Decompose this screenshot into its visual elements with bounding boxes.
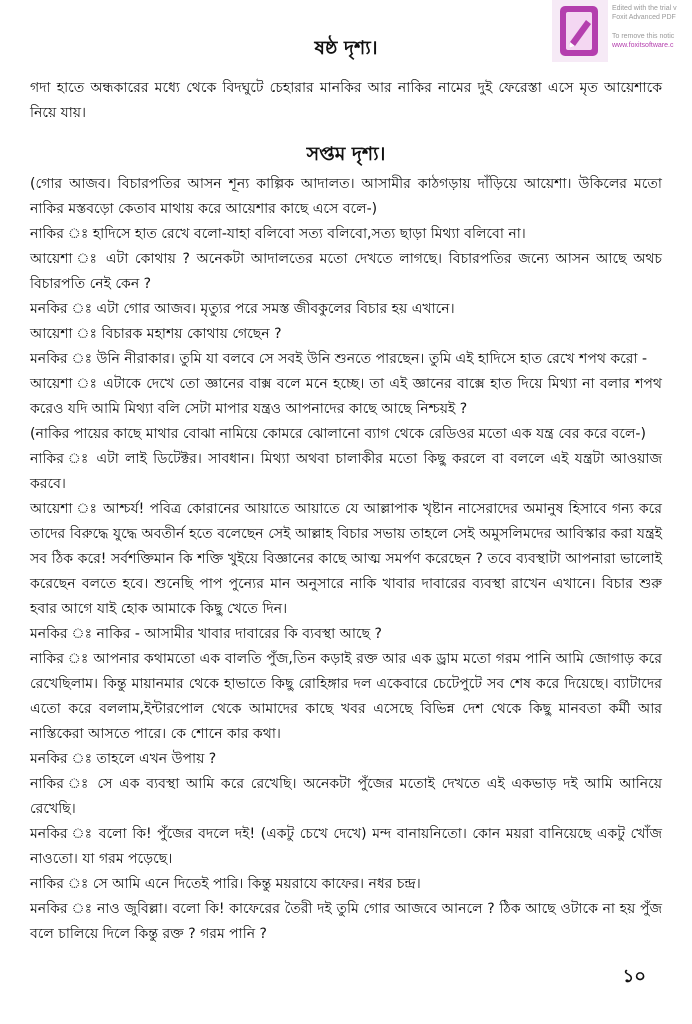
dialogue-paragraph: নাকির ঃ হাদিসে হাত রেখে বলো-যাহা বলিবো সত্য বলিবো,সত্য ছাড়া মিথ্যা বলিবো না। (30, 226, 526, 242)
watermark-line: To remove this notic (612, 33, 675, 40)
dialogue-paragraph: নাকির ঃ এটা লাই ডিটেক্টর। সাবধান। মিথ্যা অথবা চালাকীর মতো কিছু করলে বা বললে এই যন্ত্রটা আওয়াজ করবে। (30, 451, 662, 492)
dialogue-paragraph: নাকির ঃ সে এক ব্যবস্থা আমি করে রেখেছি। অনেকটা পুঁজের মতোই দেখতে এই একভাড় দই আমি আনিয়ে রেখেছি। (30, 776, 662, 817)
dialogue-paragraph: আয়েশা ঃ এটাকে দেখে তো জ্ঞানের বাক্স বলে মনে হচ্ছে। তা এই জ্ঞানের বাক্সে হাত দিয়ে মিথ্যা না বলার শপথ করেও যদি আমি মিথ্যা বলি সেটা মাপার যন্ত্রও আপনাদের কাছে আছে নিশ্চয়ই ? (30, 376, 662, 417)
scene-six-text: গদা হাতে অন্ধকারের মধ্যে থেকে বিদঘুটে চেহারার মানকির আর নাকির নামের দুই ফেরেস্তা এসে মৃত আয়েশাকে নিয়ে যায়। (30, 80, 662, 121)
dialogue-paragraph: (নাকির পায়ের কাছে মাথার বোঝা নামিয়ে কোমরে ঝোলানো ব্যাগ থেকে রেডিওর মতো এক যন্ত্র বের করে বলে-) (30, 426, 646, 442)
dialogue-paragraph: মনকির ঃ এটা গোর আজব। মৃত্যুর পরে সমস্ত জীবকুলের বিচার হয় এখানে। (30, 301, 455, 317)
dialogue-paragraph: আয়েশা ঃ বিচারক মহাশয় কোথায় গেছেন ? (30, 326, 282, 342)
dialogue-paragraph: মনকির ঃ তাহলে এখন উপায় ? (30, 751, 217, 767)
dialogue-paragraph: মনকির ঃ নাও জুবিল্লা। বলো কি! কাফেরের তৈরী দই তুমি গোর আজবে আনলে ? ঠিক আছে ওটাকে না হয় পুঁজ বলে চালিয়ে দিলে কিন্তু রক্ত ? গরম পানি ? (30, 901, 662, 942)
watermark-link[interactable]: www.foxitsoftware.c (612, 42, 674, 49)
watermark-line: Edited with the trial v (612, 5, 677, 12)
scene-six-section (30, 76, 662, 126)
dialogue-paragraph: আয়েশা ঃ এটা কোথায় ? অনেকটা আদালতের মতো দেখতে লাগছে। বিচারপতির জন্যে আসন আছে অথচ বিচারপতি নেই কেন ? (30, 251, 662, 292)
dialogue-paragraph: নাকির ঃ আপনার কথামতো এক বালতি পুঁজ,তিন কড়াই রক্ত আর এক ড্রাম মতো গরম পানি আমি জোগাড় করে রেখেছিলাম। কিন্তু মায়ানমার থেকে হাভাতে কিছু রোহিঙ্গার দল একেবারে চেটেপুটে সব শেষ করে দিয়েছে। ব্যাটাদের এতো করে বললাম,ইন্টারপোল থেকে আমাদের কাছে খবর এসেছে বিভিন্ন দেশ থেকে কিছু মানবতা কর্মী আর নাস্তিকেরা আসতে পারে। কে শোনে কার কথা। (30, 651, 662, 742)
scene-six-title: ষষ্ঠ দৃশ্য। (314, 37, 378, 59)
dialogue-paragraph: মনকির ঃ বলো কি! পুঁজের বদলে দই! (একটু চেখে দেখে) মন্দ বানায়নিতো। কোন ময়রা বানিয়েছে একটু খোঁজ নাওতো। যা গরম পড়েছে। (30, 826, 662, 867)
watermark-line: Foxit Advanced PDF (612, 14, 676, 21)
dialogue-paragraph: নাকির ঃ সে আমি এনে দিতেই পারি। কিন্তু ময়রাযে কাফের। নধর চন্দ্র। (30, 876, 421, 892)
scene-seven-title: সপ্তম দৃশ্য। (306, 143, 386, 165)
dialogue-paragraph: মনকির ঃ উনি নীরাকার। তুমি যা বলবে সে সবই উনি শুনতে পারছেন। তুমি এই হাদিসে হাত রেখে শপথ করো - (30, 351, 648, 367)
dialogue-paragraph: মনকির ঃ নাকির - আসামীর খাবার দাবারের কি ব্যবস্থা আছে ? (30, 626, 382, 642)
scene-seven-section (30, 172, 662, 947)
dialogue-paragraph: (গোর আজব। বিচারপতির আসন শূন্য কাল্পিক আদালত। আসামীর কাঠগড়ায় দাঁড়িয়ে আয়েশা। উকিলের মতো নাকির মস্তবড়ো কেতাব মাথায় করে আয়েশার কাছে এসে বলে-) (30, 176, 662, 217)
dialogue-paragraph: আয়েশা ঃ আশ্চর্য! পবিত্র কোরানের আয়াতে আয়াতে যে আল্লাপাক খৃষ্টান নাসেরাদের অমানুষ হিসাবে গন্য করে তাদের বিরুদ্ধে যুদ্ধে অবতীর্ন হতে বলেছেন সেই আল্লাহ বিচার সভায় তাহলে সেই অমুসলিমদের আবিস্কার করা যন্ত্রই সব ঠিক করে! সর্বশক্তিমান কি শক্তি খুইয়ে বিজ্ঞানের কাছে আত্ম সমর্পণ করেছেন ? তবে ব্যবস্থাটা আপনারা ভালোই করেছেন বলতে হবে। শুনেছি পাপ পুন্যের মান অনুসারে নাকি খাবার দাবারের ব্যবস্থা রাখেন এখানে। বিচার শুরু হবার আগে যাই হোক আমাকে কিছু খেতে দিন। (30, 501, 662, 617)
page-number: ১০ (622, 966, 646, 987)
